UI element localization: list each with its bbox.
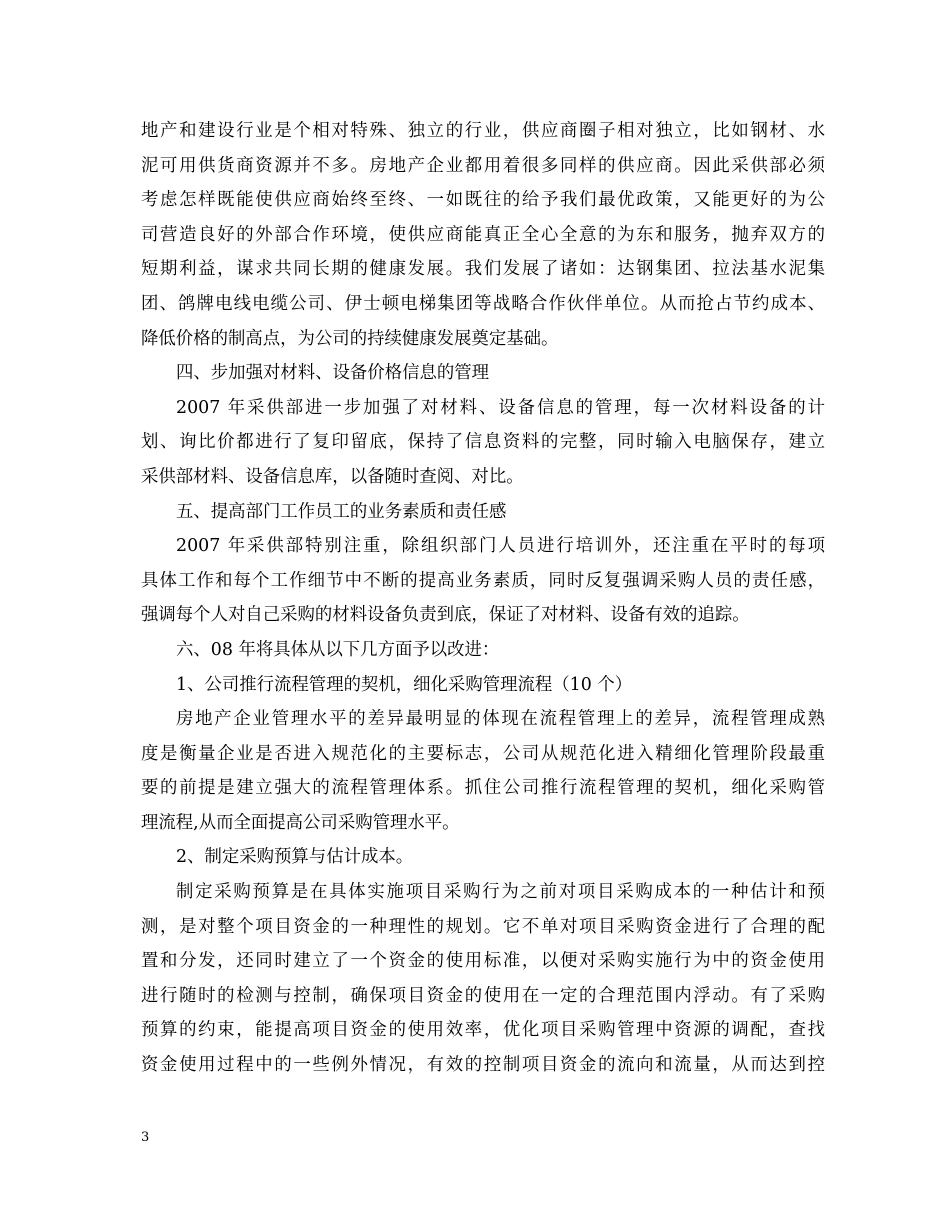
text-line: 短期利益，谋求共同长期的健康发展。我们发展了诸如：达钢集团、拉法基水泥集 — [141, 259, 825, 280]
text-line: 五、提高部门工作员工的业务素质和责任感 — [176, 501, 507, 522]
text-line: 度是衡量企业是否进入规范化的主要标志，公司从规范化进入精细化管理阶段最重 — [141, 743, 825, 764]
text-line: 具体工作和每个工作细节中不断的提高业务素质，同时反复强调采购人员的责任感， — [141, 570, 825, 591]
text-line: 六、08 年将具体从以下几方面予以改进： — [176, 639, 500, 660]
text-line: 强调每个人对自己采购的材料设备负责到底，保证了对材料、设备有效的追踪。 — [141, 605, 750, 626]
text-line: 理流程,从而全面提高公司采购管理水平。 — [141, 812, 460, 833]
text-line: 2007 年采供部进一步加强了对材料、设备信息的管理，每一次材料设备的计 — [176, 397, 825, 418]
text-line: 制定采购预算是在具体实施项目采购行为之前对项目采购成本的一种估计和预 — [176, 882, 825, 903]
text-line: 考虑怎样既能使供应商始终至终、一如既往的给予我们最优政策，又能更好的为公 — [141, 190, 825, 211]
text-line: 采供部材料、设备信息库，以备随时查阅、对比。 — [141, 466, 524, 487]
text-line: 降低价格的制高点，为公司的持续健康发展奠定基础。 — [141, 328, 559, 349]
text-line: 房地产企业管理水平的差异最明显的体现在流程管理上的差异，流程管理成熟 — [176, 709, 825, 730]
document-body — [141, 114, 825, 1083]
text-line: 司营造良好的外部合作环境，使供应商能真正全心全意的为东和服务，抛弃双方的 — [141, 224, 825, 245]
text-line: 要的前提是建立强大的流程管理体系。抓住公司推行流程管理的契机，细化采购管 — [141, 778, 825, 799]
text-line: 2、制定采购预算与估计成本。 — [176, 847, 414, 868]
page-number: 3 — [141, 1130, 150, 1145]
text-line: 团、鸽牌电线电缆公司、伊士顿电梯集团等战略合作伙伴单位。从而抢占节约成本、 — [141, 293, 825, 314]
text-line: 泥可用供货商资源并不多。房地产企业都用着很多同样的供应商。因此采供部必须 — [141, 155, 825, 176]
text-line: 测，是对整个项目资金的一种理性的规划。它不单对项目采购资金进行了合理的配 — [141, 916, 825, 937]
text-line: 地产和建设行业是个相对特殊、独立的行业，供应商圈子相对独立，比如钢材、水 — [141, 121, 825, 141]
text-line: 1、公司推行流程管理的契机，细化采购管理流程（10 个） — [176, 674, 633, 695]
text-line: 2007 年采供部特别注重，除组织部门人员进行培训外，还注重在平时的每项 — [176, 536, 825, 557]
text-line: 置和分发，还同时建立了一个资金的使用标准，以便对采购实施行为中的资金使用 — [141, 951, 825, 972]
text-line: 划、询比价都进行了复印留底，保持了信息资料的完整，同时输入电脑保存，建立 — [141, 432, 825, 453]
text-line: 进行随时的检测与控制，确保项目资金的使用在一定的合理范围内浮动。有了采购 — [141, 985, 825, 1006]
text-line: 四、步加强对材料、设备价格信息的管理 — [176, 363, 490, 384]
text-line: 预算的约束，能提高项目资金的使用效率，优化项目采购管理中资源的调配，查找 — [141, 1020, 825, 1041]
text-line: 资金使用过程中的一些例外情况，有效的控制项目资金的流向和流量，从而达到控 — [141, 1055, 825, 1076]
